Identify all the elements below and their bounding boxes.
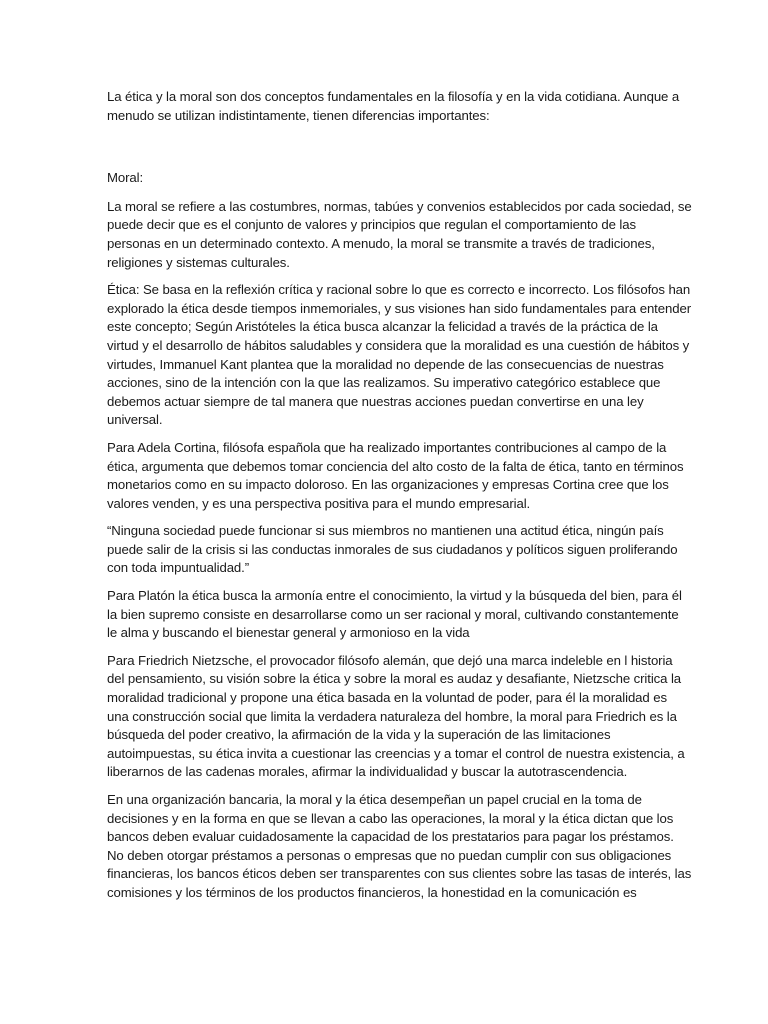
platon-paragraph: Para Platón la ética busca la armonía entre el conocimiento, la virtud y la búsqueda del bien, para él la bien supremo consiste en desarrollarse como un ser racional y moral, cultivando constantemente le alma y buscando el bienestar general y armonioso en la vida — [107, 588, 682, 641]
intro-paragraph: La ética y la moral son dos conceptos fundamentales en la filosofía y en la vida cotidiana. Aunque a menudo se utilizan indistintamente, tienen diferencias importantes: — [107, 89, 680, 123]
adela-cortina-paragraph: Para Adela Cortina, filósofa española que ha realizado importantes contribuciones al campo de la ética, argumenta que debemos tomar conciencia del alto costo de la falta de ética, tanto en términos monetarios como en su impacto doloroso. En las organizaciones y empresas Cortina cree que los valores venden, y es una perspectiva positiva para el mundo empresarial. — [107, 439, 684, 511]
quote-paragraph: “Ninguna sociedad puede funcionar si sus miembros no mantienen una actitud ética, ningún país puede salir de la crisis si las conductas inmorales de sus ciudadanos y políticos siguen proliferando con toda impuntualidad.” — [107, 523, 678, 576]
etica-paragraph: Ética: Se basa en la reflexión crítica y racional sobre lo que es correcto e incorrecto. Los filósofos han explorado la ética desde tiempos inmemoriales, y sus visiones han sido fundamentales para entender este concepto; Según Aristóteles la ética busca alcanzar la felicidad a través de la práctica de la virtud y el desarrollo de hábitos saludables y considera que la moralidad es una cuestión de hábitos y virtudes, Immanuel Kant plantea que la moralidad no depende de las consecuencias de nuestras acciones, sino de la intención con la que las realizamos. Su imperativo categórico establece que debemos actuar siempre de tal manera que nuestras acciones puedan convertirse en una ley universal. — [107, 282, 691, 428]
moral-paragraph: La moral se refiere a las costumbres, normas, tabúes y convenios establecidos por cada sociedad, se puede decir que es el conjunto de valores y principios que regulan el comportamiento de las personas en un determinado contexto. A menudo, la moral se transmite a través de tradiciones, religiones y sistemas culturales. — [107, 198, 692, 270]
nietzsche-paragraph: Para Friedrich Nietzsche, el provocador filósofo alemán, que dejó una marca indeleble en l historia del pensamiento, su visión sobre la ética y sobre la moral es audaz y desafiante, Nietzsche critica la moralidad tradicional y propone una ética basada en la voluntad de poder, para él la moralidad es una construcción social que limita la verdadera naturaleza del hombre, la moral para Friedrich es la búsqueda del poder creativo, la afirmación de la vida y la superación de las limitaciones autoimpuestas, su ética invita a cuestionar las creencias y a tomar el control de nuestra existencia, a liberarnos de las cadenas morales, afirmar la individualidad y buscar la autotrascendencia. — [107, 652, 685, 780]
moral-heading: Moral: — [107, 170, 144, 186]
document-page — [107, 88, 692, 912]
bank-organization-paragraph: En una organización bancaria, la moral y la ética desempeñan un papel crucial en la toma de decisiones y en la forma en que se llevan a cabo las operaciones, la moral y la ética dictan que los bancos deben evaluar cuidadosamente la capacidad de los prestatarios para pagar los préstamos. No deben otorgar préstamos a personas o empresas que no puedan cumplir con sus obligaciones financieras, los bancos éticos deben ser transparentes con sus clientes sobre las tasas de interés, las comisiones y los términos de los productos financieros, la honestidad en la comunicación es — [107, 792, 692, 900]
